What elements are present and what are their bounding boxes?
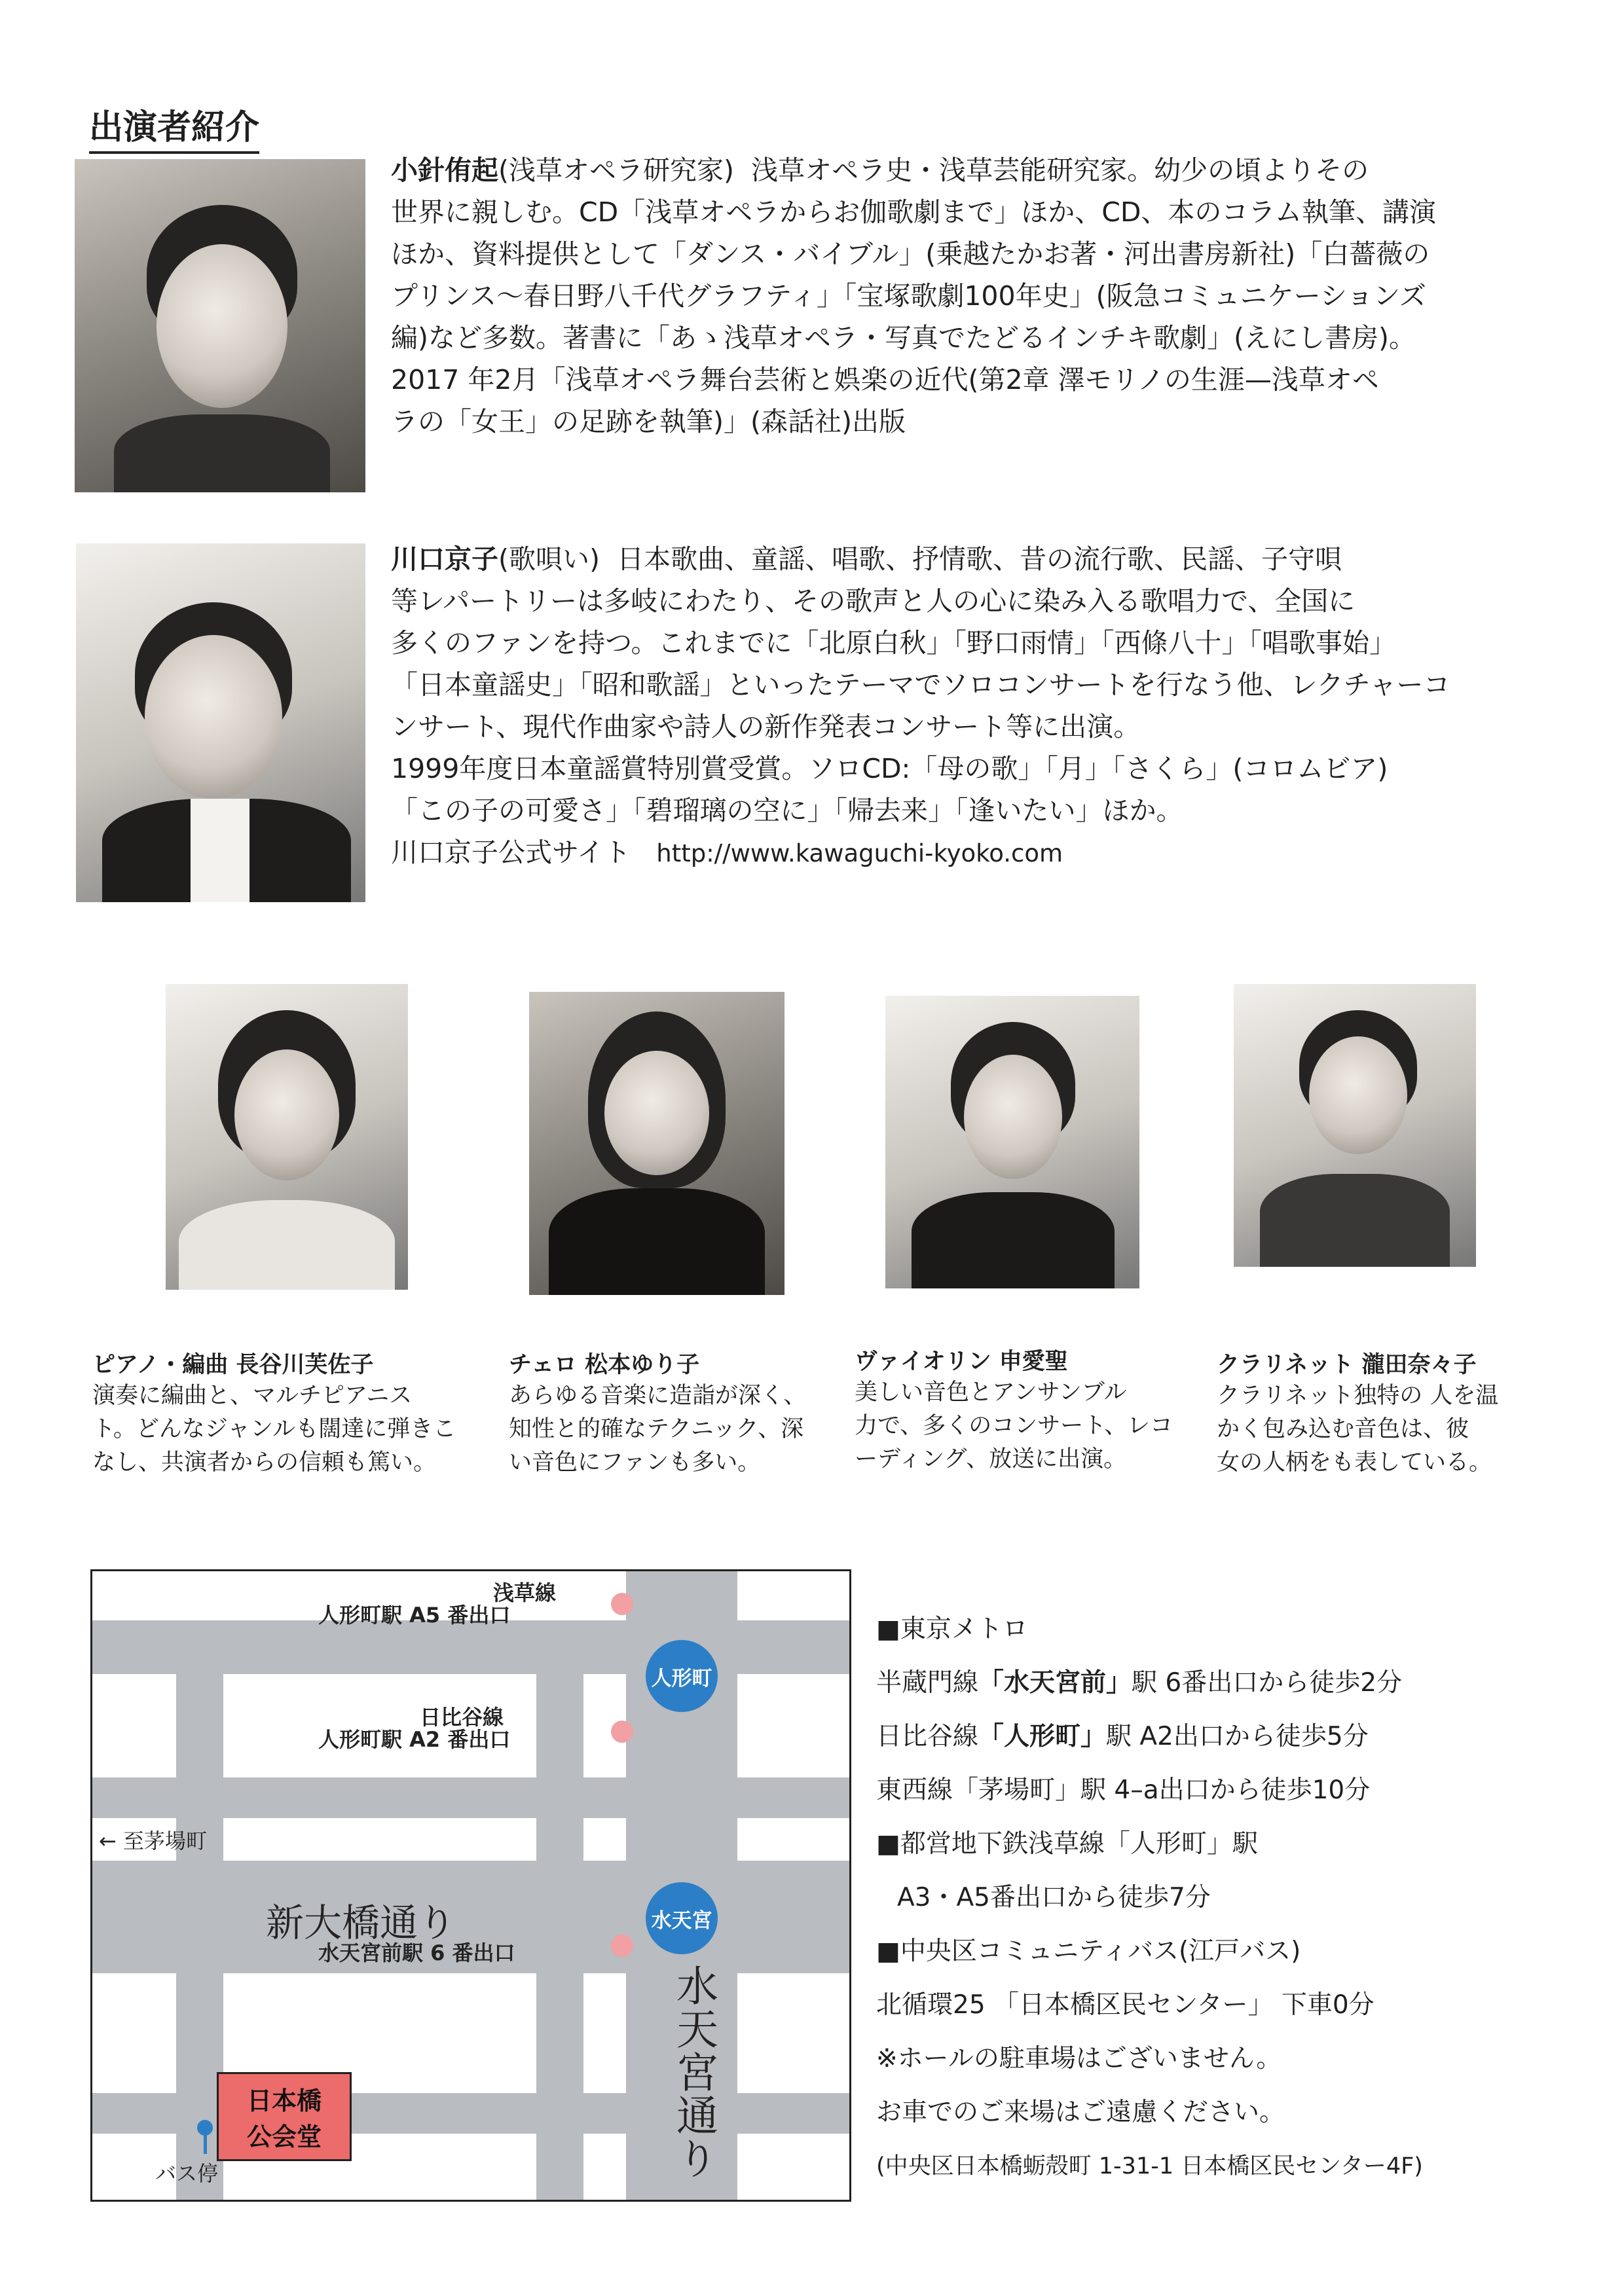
- access-map: [90, 1569, 851, 2202]
- exit-suitengumae-marker: [611, 1935, 633, 1957]
- musician-desc-line: 演奏に編曲と、マルチピアニス: [92, 1383, 413, 1409]
- performer2-site-link[interactable]: http://www.kawaguchi-kyoko.com: [656, 839, 1063, 867]
- performer1-role: (浅草オペラ研究家): [498, 155, 734, 186]
- bus-heading: ■中央区コミュニティバス(江戸バス): [876, 1937, 1301, 1966]
- musician-name: ピアノ・編曲 長谷川芙佐子: [92, 1352, 374, 1378]
- musician-desc-line: 女の人柄をも表している。: [1217, 1449, 1492, 1476]
- bus-stop-label: バス停: [155, 2161, 219, 2186]
- performer1-bio-line: ラの「女王」の足跡を執筆)」(森話社)出版: [391, 406, 906, 437]
- exit-a5-line-label: 浅草線: [493, 1580, 557, 1605]
- station-ningyocho-marker: 人形町: [646, 1640, 718, 1712]
- musician-caption-violinist: [855, 1343, 1173, 1476]
- performer2-role: (歌唄い): [498, 543, 600, 575]
- exit-a2-label: 人形町駅 A2 番出口: [318, 1727, 511, 1752]
- performer1-bio-line: ほか、資料提供として「ダンス・バイブル」(乗越たかお著・河出書房新社)「白薔薇の: [391, 238, 1430, 270]
- road-mid-vertical: [536, 1620, 583, 2200]
- performer2-bio-line: 「この子の可愛さ」「碧瑠璃の空に」「帰去来」「逢いたい」ほか。: [391, 795, 1183, 826]
- performer1-bio-line: プリンス～春日野八千代グラフティ」「宝塚歌劇100年史」(阪急コミュニケーションズ: [391, 280, 1426, 312]
- exit-a2-marker: [611, 1721, 633, 1743]
- cellist-photo: [529, 992, 784, 1295]
- musician-desc-line: い音色にファンも多い。: [509, 1449, 761, 1476]
- hanzomon-line: 半蔵門線: [876, 1668, 979, 1698]
- performer2-photo: [76, 543, 365, 902]
- performer1-bio-line: 世界に親しむ。CD「浅草オペラからお伽歌劇まで」ほか、CD、本のコラム執筆、講演: [391, 196, 1436, 228]
- clarinetist-photo: [1234, 984, 1476, 1267]
- street-suitengu-label: 水天宮通り: [669, 1964, 718, 2180]
- exit-a5-marker: [611, 1593, 633, 1615]
- to-kayabacho-label: ← 至茅場町: [99, 1829, 207, 1853]
- street-shin-ohashi-label: 新大橋通り: [266, 1901, 456, 1945]
- hibiya-line: 日比谷線: [876, 1722, 979, 1751]
- musician-desc-line: なし、共演者からの信頼も篤い。: [92, 1449, 437, 1476]
- tozai-line-directions: 東西線「茅場町」駅 4–a出口から徒歩10分: [876, 1776, 1371, 1805]
- musician-caption-pianist: [92, 1347, 456, 1480]
- musician-desc-line: 力で、多くのコンサート、レコ: [855, 1413, 1173, 1439]
- car-note: お車でのご来場はご遠慮ください。: [876, 2098, 1285, 2127]
- performer2-bio-line: 多くのファンを持つ。これまでに「北原白秋」「野口雨情」「西條八十」「唱歌事始」: [391, 627, 1397, 659]
- bus-stop-icon: [197, 2120, 213, 2136]
- musician-desc-line: かく包み込む音色は、彼: [1217, 1416, 1469, 1442]
- access-info: [876, 1603, 1423, 2193]
- musician-desc-line: 美しい音色とアンサンブル: [855, 1379, 1127, 1406]
- station-suitengu-marker: 水天宮: [646, 1882, 718, 1954]
- performer2-bio-line: 「日本童謡史」「昭和歌謡」といったテーマでソロコンサートを行なう他、レクチャーコ: [391, 669, 1450, 701]
- hall-marker: [217, 2072, 352, 2161]
- violinist-photo: [885, 996, 1139, 1288]
- musician-caption-clarinetist: [1217, 1347, 1498, 1480]
- ningyocho-station: 「人形町」: [978, 1722, 1107, 1751]
- suitengumae-station: 「水天宮前」: [978, 1668, 1132, 1698]
- musician-name: ヴァイオリン 申愛聖: [855, 1349, 1068, 1375]
- musician-desc-line: あらゆる音楽に造詣が深く、: [509, 1383, 807, 1409]
- performer2-bio-line: 等レパートリーは多岐にわたり、その歌声と人の心に染み入る歌唱力で、全国に: [391, 585, 1356, 617]
- performer1-photo: [75, 159, 365, 492]
- performer2-bio: [391, 538, 1524, 875]
- section-heading: 出演者紹介: [89, 100, 259, 154]
- performer1-bio-line: 2017 年2月「浅草オペラ舞台芸術と娯楽の近代(第2章 澤モリノの生涯—浅草オペ: [391, 364, 1379, 395]
- venue-address: (中央区日本橋蛎殻町 1-31-1 日本橋区民センター4F): [876, 2153, 1423, 2179]
- musician-name: クラリネット 瀧田奈々子: [1217, 1352, 1477, 1378]
- musician-name: チェロ 松本ゆり子: [509, 1352, 700, 1378]
- musician-desc-line: クラリネット独特の 人を温: [1217, 1383, 1499, 1409]
- toei-directions: A3・A5番出口から徒歩7分: [897, 1883, 1211, 1912]
- performer1-bio-line: 浅草オペラ史・浅草芸能研究家。幼少の頃よりその: [751, 155, 1369, 186]
- hall-name-line2: 公会堂: [246, 2123, 322, 2151]
- bus-directions: 北循環25 「日本橋区民センター」 下車0分: [876, 1990, 1375, 2020]
- hall-name-line1: 日本橋: [246, 2086, 322, 2115]
- musician-desc-line: 知性と的確なテクニック、深: [509, 1416, 804, 1442]
- metro-heading: ■東京メトロ: [876, 1614, 1028, 1644]
- performer1-bio: [391, 149, 1524, 443]
- performer1-name: 小針侑起: [391, 155, 498, 186]
- suitengumae-directions: 駅 6番出口から徒歩2分: [1132, 1668, 1403, 1698]
- exit-suitengumae-label: 水天宮前駅 6 番出口: [318, 1941, 515, 1965]
- parking-note: ※ホールの駐車場はございません。: [876, 2044, 1282, 2073]
- performer2-bio-line: 日本歌曲、童謡、唱歌、抒情歌、昔の流行歌、民謡、子守唄: [617, 543, 1342, 575]
- performer1-bio-line: 編)など多数。著書に「あゝ浅草オペラ・写真でたどるインチキ歌劇」(えにし書房)。: [391, 322, 1416, 354]
- musician-caption-cellist: [509, 1347, 806, 1480]
- ningyocho-directions: 駅 A2出口から徒歩5分: [1106, 1722, 1369, 1751]
- musician-desc-line: ーディング、放送に出演。: [855, 1446, 1127, 1472]
- performer2-bio-line: 1999年度日本童謡賞特別賞受賞。ソロCD:「母の歌」「月」「さくら」(コロムビア): [391, 753, 1388, 784]
- performer2-site-label: 川口京子公式サイト: [391, 837, 631, 868]
- performer2-bio-line: ンサート、現代作曲家や詩人の新作発表コンサート等に出演。: [391, 711, 1141, 742]
- musician-desc-line: ト。どんなジャンルも闊達に弾きこ: [92, 1416, 456, 1442]
- exit-a5-label: 人形町駅 A5 番出口: [318, 1603, 511, 1628]
- pianist-photo: [166, 984, 408, 1290]
- toei-heading: ■都営地下鉄浅草線「人形町」駅: [876, 1829, 1258, 1859]
- performer2-name: 川口京子: [391, 543, 498, 575]
- bus-stop-pole: [204, 2134, 207, 2154]
- exit-a2-line-label: 日比谷線: [420, 1705, 504, 1730]
